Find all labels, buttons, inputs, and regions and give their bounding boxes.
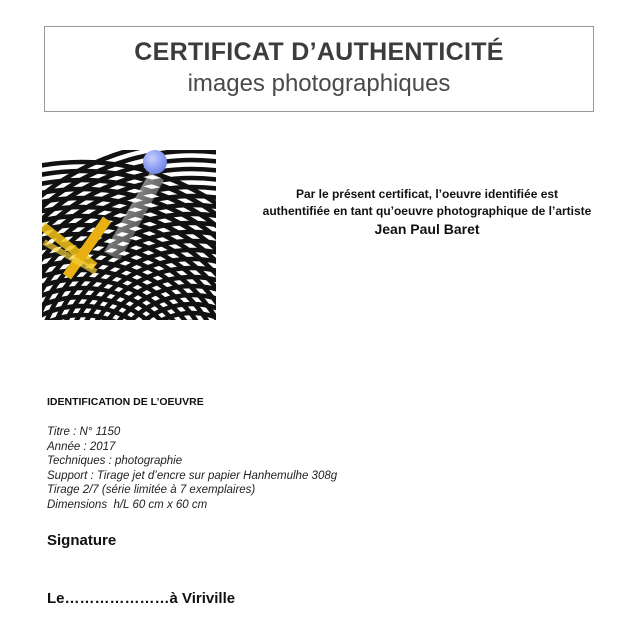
authentication-statement bbox=[238, 186, 616, 238]
identification-details bbox=[47, 425, 337, 513]
certificate-subtitle: images photographiques bbox=[187, 70, 451, 97]
certificate-title: CERTIFICAT D’AUTHENTICITÉ bbox=[134, 38, 504, 66]
artist-name: Jean Paul Baret bbox=[374, 221, 480, 237]
detail-techniques: Techniques : photographie bbox=[47, 455, 183, 468]
detail-edition: Tirage 2/7 (série limitée à 7 exemplaires) bbox=[47, 484, 256, 497]
artwork-image bbox=[42, 150, 216, 320]
identification-heading: IDENTIFICATION DE L’OEUVRE bbox=[47, 396, 204, 408]
detail-dimensions: Dimensions h/L 60 cm x 60 cm bbox=[47, 498, 208, 511]
signature-label: Signature bbox=[47, 532, 117, 549]
blue-sphere bbox=[143, 150, 167, 174]
detail-title: Titre : N° 1150 bbox=[47, 426, 121, 438]
artwork-photograph bbox=[42, 150, 216, 320]
detail-support: Support : Tirage jet d’encre sur papier Hanhemulhe 308g bbox=[47, 469, 338, 482]
statement-line-1: Par le présent certificat, l’oeuvre identifiée est bbox=[295, 187, 559, 201]
statement-line-2: authentifiée en tant qu’oeuvre photographique de l’artiste bbox=[262, 204, 592, 218]
detail-year: Année : 2017 bbox=[47, 440, 116, 453]
place-date-line: Le…………………à Viriville bbox=[47, 590, 236, 607]
certificate-header bbox=[44, 26, 594, 112]
